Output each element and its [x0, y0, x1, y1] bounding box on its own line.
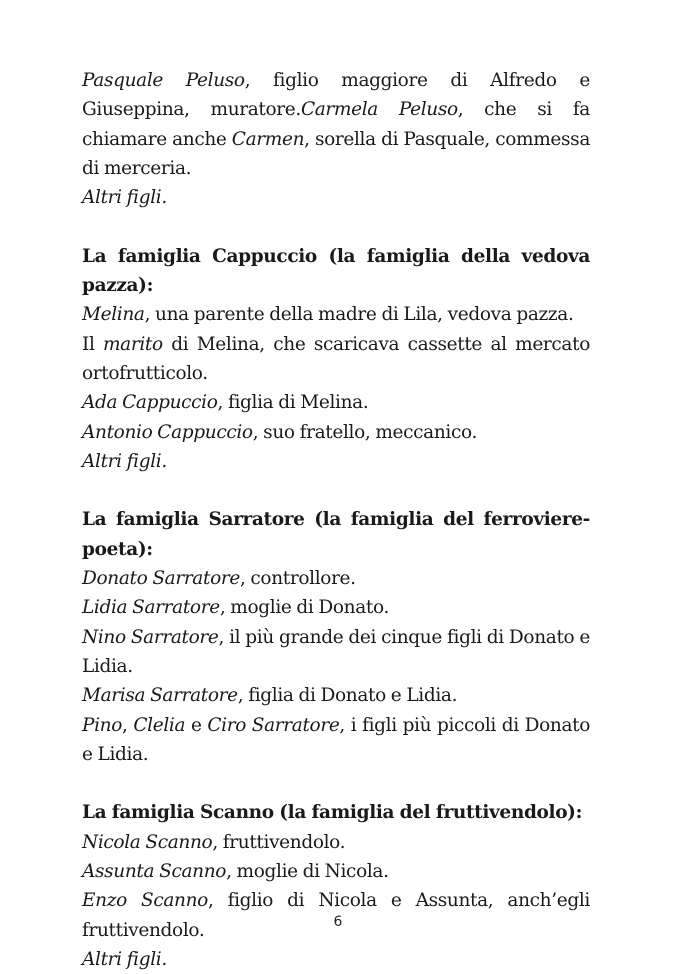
- character-entry: [82, 857, 590, 886]
- section-heading: La famiglia Scanno (la famiglia del fruttivendolo):: [82, 802, 583, 824]
- character-entry: [82, 828, 590, 857]
- page-text: [82, 66, 590, 974]
- italic-text: Altri figli.: [82, 187, 167, 209]
- block-spacer: [82, 476, 590, 505]
- italic-text: Ciro Sarratore: [207, 714, 340, 736]
- character-entry: [82, 388, 590, 417]
- italic-text: Lidia Sarratore: [82, 597, 220, 619]
- italic-text: Assunta Scanno: [82, 861, 227, 883]
- family-section: [82, 798, 590, 974]
- section-heading: La famiglia Cappuccio (la famiglia della vedova pazza):: [82, 245, 590, 297]
- character-entry: [82, 447, 590, 476]
- text-run: , il più grande dei cinque figli di Donato e Lidia.: [82, 626, 590, 677]
- text-run: , figlio di Nicola e Assunta, anch’egli fruttivendolo.: [82, 890, 590, 941]
- text-run: , figlio maggiore di Alfredo e Giuseppina, muratore.: [82, 70, 590, 121]
- text-run: , figlia di Donato e Lidia.: [237, 685, 458, 707]
- character-entry: [82, 564, 590, 593]
- italic-text: Nicola Scanno: [82, 831, 213, 853]
- italic-text: Ada Cappuccio: [82, 392, 218, 414]
- text-run: , moglie di Nicola.: [226, 861, 389, 883]
- text-run: , figlia di Melina.: [217, 392, 369, 414]
- italic-text: Altri figli.: [82, 450, 167, 472]
- character-entry: [82, 711, 590, 770]
- italic-text: Clelia: [133, 714, 186, 736]
- text-run: , i figli più piccoli di Donato e Lidia.: [82, 714, 591, 765]
- text-run: Il: [82, 333, 103, 355]
- text-run: , moglie di Donato.: [219, 597, 389, 619]
- italic-text: marito: [102, 333, 163, 355]
- italic-text: Marisa Sarratore: [82, 685, 238, 707]
- italic-text: Pasquale Peluso: [82, 70, 245, 91]
- character-entry: [82, 593, 590, 622]
- character-entry: [82, 681, 590, 710]
- text-run: , suo fratello, meccanico.: [252, 421, 477, 443]
- character-entry: [82, 300, 590, 329]
- italic-text: Pino: [82, 714, 123, 736]
- italic-text: Donato Sarratore: [82, 568, 240, 590]
- text-run: di Melina, che scaricava cassette al mercato ortofrutticolo.: [82, 333, 590, 384]
- character-entry: [82, 623, 590, 682]
- italic-text: Carmela Peluso: [300, 99, 458, 121]
- italic-text: Altri figli.: [82, 948, 167, 970]
- character-entry: [82, 418, 590, 447]
- page-number: 6: [333, 914, 343, 930]
- text-run: ,: [122, 714, 134, 736]
- text-run: , una parente della madre di Lila, vedova pazza.: [144, 304, 574, 326]
- italic-text: Nino Sarratore: [82, 626, 219, 648]
- family-section: [82, 505, 590, 769]
- italic-text: Enzo Scanno: [82, 890, 208, 912]
- italic-text: Melina: [82, 304, 145, 326]
- text-run: e: [185, 714, 208, 736]
- block-spacer: [82, 212, 590, 241]
- text-run: , sorella di Pasquale, commessa di merceria.: [82, 128, 590, 179]
- family-section: [82, 242, 590, 476]
- character-entry: [82, 66, 590, 183]
- section-heading: La famiglia Sarratore (la famiglia del ferroviere-poeta):: [82, 509, 590, 560]
- block-spacer: [82, 769, 590, 798]
- character-entry: [82, 183, 590, 212]
- character-entry: [82, 330, 590, 389]
- text-run: , fruttivendolo.: [212, 831, 346, 853]
- italic-text: Carmen: [231, 128, 305, 150]
- italic-text: Antonio Cappuccio: [82, 421, 253, 443]
- family-section: [82, 66, 590, 212]
- text-run: , che si fa chiamare anche: [82, 99, 590, 150]
- text-run: , controllore.: [239, 568, 356, 590]
